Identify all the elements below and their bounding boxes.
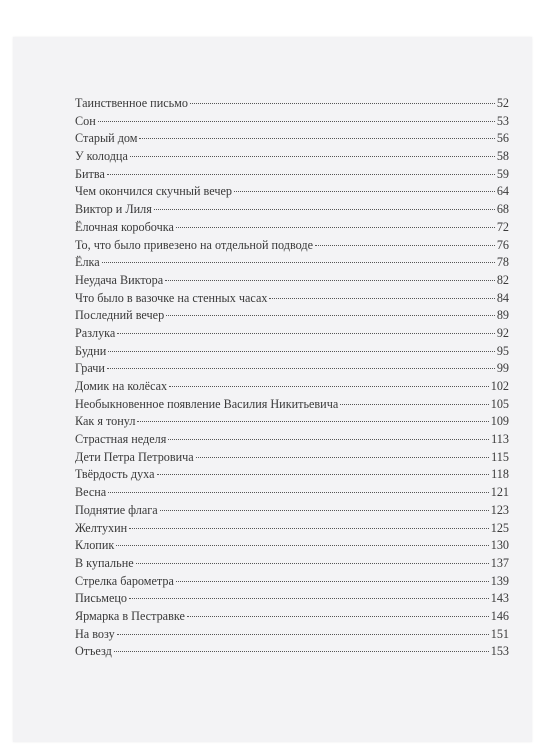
toc-dot-leader xyxy=(117,634,489,635)
toc-entry-title: Домик на колёсах xyxy=(75,379,168,393)
toc-entry-title: Ёлка xyxy=(75,255,100,270)
toc-dot-leader xyxy=(154,209,495,210)
toc-entry-title: Последний вечер xyxy=(75,308,165,323)
toc-entry-page: 89 xyxy=(496,308,509,323)
toc-entry xyxy=(75,590,509,608)
toc-entry-page: 72 xyxy=(496,219,509,234)
toc-dot-leader xyxy=(340,404,488,405)
toc-entry-title: Дети Петра Петровича xyxy=(75,449,194,464)
toc-entry-title: Грачи xyxy=(75,361,105,376)
toc-entry-title: Желтухин xyxy=(75,520,128,535)
toc-entry xyxy=(75,378,509,396)
toc-entry-title: Страстная неделя xyxy=(75,432,167,447)
book-page xyxy=(13,37,532,742)
toc-entry-page: 143 xyxy=(490,591,509,606)
toc-dot-leader xyxy=(117,333,494,334)
toc-entry-title: Разлука xyxy=(75,325,116,340)
toc-entry-title: Ярмарка в Пестравке xyxy=(75,608,185,623)
toc-entry-page: 118 xyxy=(491,467,509,482)
toc-entry xyxy=(75,113,509,131)
toc-entry xyxy=(75,537,509,555)
toc-entry xyxy=(75,573,509,591)
toc-dot-leader xyxy=(166,315,495,316)
toc-dot-leader xyxy=(187,616,489,617)
toc-dot-leader xyxy=(107,368,495,369)
toc-entry-page: 68 xyxy=(496,202,509,217)
toc-entry-page: 125 xyxy=(490,520,509,535)
toc-entry xyxy=(75,502,509,520)
toc-entry-title: Неудача Виктора xyxy=(75,272,164,287)
toc-entry-page: 151 xyxy=(490,626,509,641)
toc-entry xyxy=(75,431,509,449)
toc-entry xyxy=(75,555,509,573)
toc-entry-page: 130 xyxy=(490,538,509,553)
toc-entry-title: Сон xyxy=(75,113,96,128)
toc-entry-title: Стрелка барометра xyxy=(75,573,174,588)
toc-entry-title: Таинственное письмо xyxy=(75,96,188,110)
toc-entry xyxy=(75,466,509,484)
toc-entry-title: Ёлочная коробочка xyxy=(75,219,174,234)
toc-dot-leader xyxy=(190,103,495,104)
toc-dot-leader xyxy=(108,492,489,493)
toc-entry-page: 52 xyxy=(496,96,509,110)
toc-entry-title: Будни xyxy=(75,343,107,358)
toc-entry-title: Что было в вазочке на стенных часах xyxy=(75,290,268,305)
toc-entry-title: То, что было привезено на отдельной подводе xyxy=(75,237,314,252)
toc-dot-leader xyxy=(176,581,489,582)
toc-dot-leader xyxy=(107,174,495,175)
toc-entry-title: Битва xyxy=(75,166,105,181)
toc-dot-leader xyxy=(234,191,495,192)
toc-entry-title: Старый дом xyxy=(75,131,138,146)
toc-dot-leader xyxy=(196,457,489,458)
toc-entry xyxy=(75,272,509,290)
toc-entry-page: 84 xyxy=(496,290,509,305)
toc-entry-page: 64 xyxy=(496,184,509,199)
toc-entry-title: В купальне xyxy=(75,555,134,570)
toc-entry-title: Поднятие флага xyxy=(75,502,158,517)
toc-entry-title: У колодца xyxy=(75,149,128,164)
toc-dot-leader xyxy=(114,651,489,652)
toc-entry-title: Письмецо xyxy=(75,591,128,606)
toc-entry-title: Как я тонул xyxy=(75,414,136,429)
toc-entry-page: 99 xyxy=(496,361,509,376)
toc-dot-leader xyxy=(130,156,495,157)
toc-dot-leader xyxy=(176,227,495,228)
toc-entry-page: 137 xyxy=(490,555,509,570)
toc-entry-page: 78 xyxy=(496,255,509,270)
toc-entry-title: Весна xyxy=(75,485,107,500)
toc-entry-page: 95 xyxy=(496,343,509,358)
toc-entry-page: 153 xyxy=(490,644,509,659)
toc-entry xyxy=(75,183,509,201)
toc-dot-leader xyxy=(129,528,489,529)
table-of-contents xyxy=(75,95,509,661)
toc-dot-leader xyxy=(315,245,495,246)
toc-dot-leader xyxy=(108,351,495,352)
toc-entry-page: 105 xyxy=(490,396,509,411)
toc-dot-leader xyxy=(98,121,495,122)
toc-dot-leader xyxy=(102,262,495,263)
toc-entry xyxy=(75,95,509,113)
toc-entry xyxy=(75,290,509,308)
toc-entry-page: 146 xyxy=(490,608,509,623)
toc-entry-title: Необыкновенное появление Василия Никитьевича xyxy=(75,396,339,411)
toc-entry xyxy=(75,396,509,414)
toc-dot-leader xyxy=(116,545,488,546)
toc-entry xyxy=(75,520,509,538)
toc-dot-leader xyxy=(139,138,494,139)
toc-entry-title: Твёрдость духа xyxy=(75,467,155,482)
toc-entry-title: Отъезд xyxy=(75,644,112,659)
toc-entry-page: 92 xyxy=(496,325,509,340)
toc-entry xyxy=(75,626,509,644)
toc-entry-page: 58 xyxy=(496,149,509,164)
toc-dot-leader xyxy=(136,563,489,564)
toc-entry xyxy=(75,608,509,626)
toc-entry xyxy=(75,307,509,325)
toc-entry-title: На возу xyxy=(75,626,115,641)
toc-entry-page: 123 xyxy=(490,502,509,517)
toc-entry xyxy=(75,219,509,237)
toc-entry-page: 82 xyxy=(496,272,509,287)
toc-entry xyxy=(75,130,509,148)
toc-dot-leader xyxy=(168,439,489,440)
toc-entry-page: 53 xyxy=(496,113,509,128)
toc-entry xyxy=(75,254,509,272)
toc-entry-title: Виктор и Лиля xyxy=(75,202,152,217)
toc-entry xyxy=(75,413,509,431)
toc-dot-leader xyxy=(160,510,489,511)
toc-entry xyxy=(75,237,509,255)
toc-entry-title: Клопик xyxy=(75,538,115,553)
toc-entry xyxy=(75,201,509,219)
toc-entry xyxy=(75,325,509,343)
toc-dot-leader xyxy=(157,474,490,475)
toc-entry-page: 102 xyxy=(490,379,509,393)
toc-entry xyxy=(75,360,509,378)
toc-entry-page: 109 xyxy=(490,414,509,429)
toc-entry xyxy=(75,643,509,661)
toc-dot-leader xyxy=(165,280,495,281)
toc-entry-page: 56 xyxy=(496,131,509,146)
toc-entry-title: Чем окончился скучный вечер xyxy=(75,184,232,199)
toc-dot-leader xyxy=(129,598,489,599)
toc-dot-leader xyxy=(137,421,488,422)
toc-entry-page: 121 xyxy=(490,485,509,500)
toc-entry xyxy=(75,449,509,467)
toc-entry-page: 76 xyxy=(496,237,509,252)
toc-entry-page: 139 xyxy=(490,573,509,588)
toc-entry xyxy=(75,148,509,166)
toc-dot-leader xyxy=(169,386,489,387)
toc-entry-page: 59 xyxy=(496,166,509,181)
toc-entry-page: 115 xyxy=(491,449,509,464)
toc-entry-page: 113 xyxy=(491,432,509,447)
toc-entry xyxy=(75,166,509,184)
toc-entry xyxy=(75,484,509,502)
toc-dot-leader xyxy=(269,298,494,299)
toc-entry xyxy=(75,343,509,361)
